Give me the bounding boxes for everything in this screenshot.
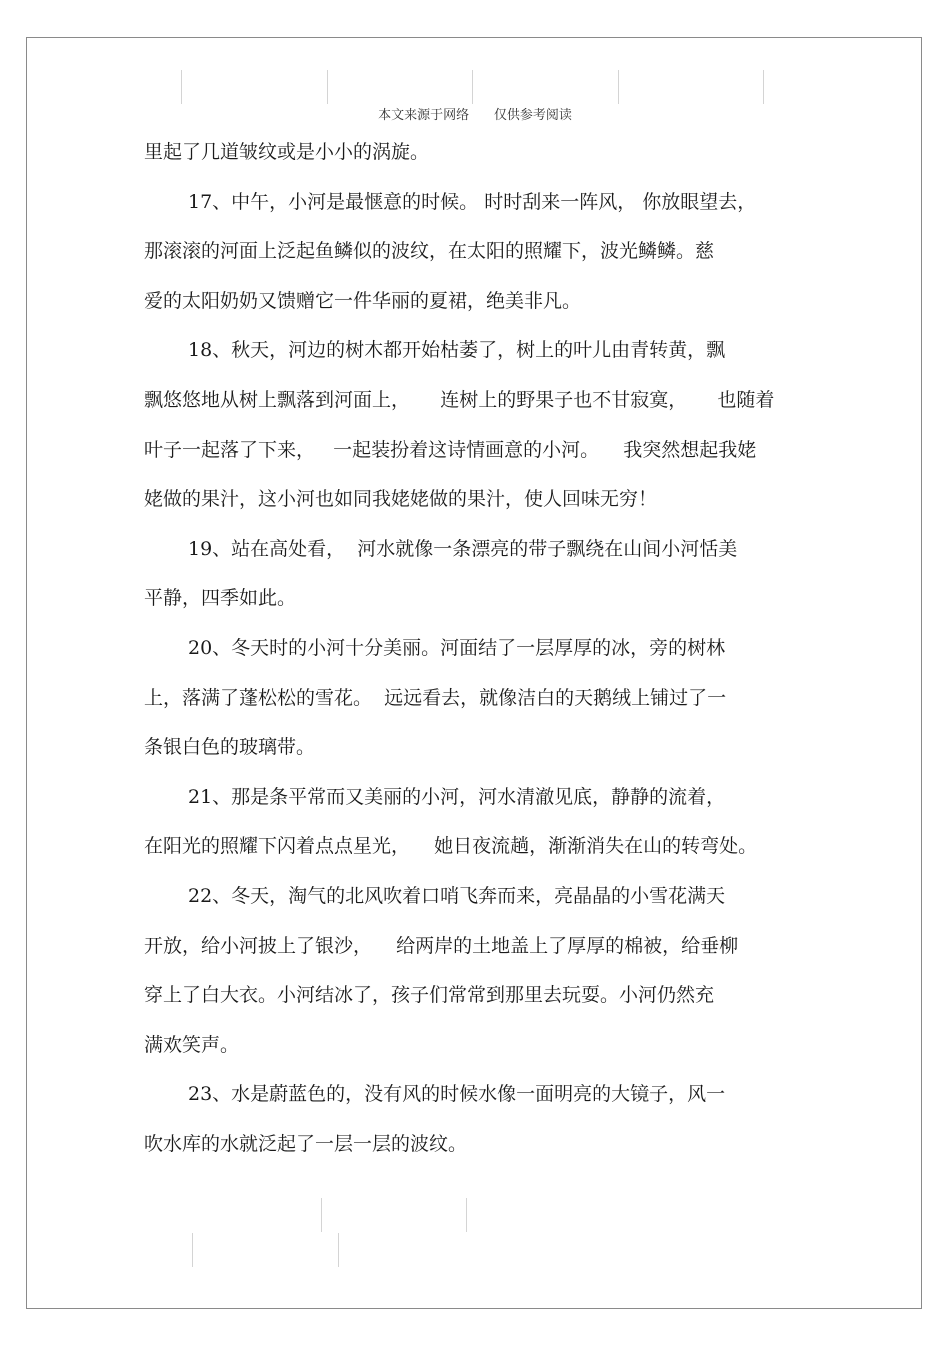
text-line: 叶子一起落了下来， 一起装扮着这诗情画意的小河。 我突然想起我姥 xyxy=(144,438,757,461)
top-tick-mark xyxy=(181,70,182,104)
top-tick-mark xyxy=(472,70,473,104)
bottom-tick-mark xyxy=(321,1198,322,1232)
text-line: 里起了几道皱纹或是小小的涡旋。 xyxy=(144,141,430,163)
paragraph-23-start: 23、水是蔚蓝色的，没有风的时候水像一面明亮的大镜子，风一 xyxy=(188,1083,726,1106)
text-line: 上，落满了蓬松松的雪花。 远远看去，就像洁白的天鹅绒上铺过了一 xyxy=(144,686,727,709)
top-tick-mark xyxy=(763,70,764,104)
paragraph-18-start: 18、秋天，河边的树木都开始枯萎了，树上的叶儿由青转黄，飘 xyxy=(188,339,726,362)
top-tick-mark xyxy=(327,70,328,104)
bottom-tick-mark xyxy=(338,1233,339,1267)
text-line: 那滚滚的河面上泛起鱼鳞似的波纹，在太阳的照耀下，波光鳞鳞。慈 xyxy=(144,240,715,263)
paragraph-20-start: 20、冬天时的小河十分美丽。河面结了一层厚厚的冰，旁的树林 xyxy=(188,636,726,659)
text-line: 满欢笑声。 xyxy=(144,1033,240,1056)
text-line: 平静，四季如此。 xyxy=(144,587,297,610)
bottom-tick-mark xyxy=(192,1233,193,1267)
text-line: 飘悠悠地从树上飘落到河面上， 连树上的野果子也不甘寂寞， 也随着 xyxy=(144,388,775,411)
text-line: 吹水库的水就泛起了一层一层的波纹。 xyxy=(144,1132,468,1155)
paragraph-19-start: 19、站在高处看， 河水就像一条漂亮的带子飘绕在山间小河恬美 xyxy=(188,537,738,560)
text-line: 在阳光的照耀下闪着点点星光， 她日夜流趟，渐渐消失在山的转弯处。 xyxy=(144,835,758,858)
document-body xyxy=(144,128,816,1169)
bottom-tick-mark xyxy=(466,1198,467,1232)
text-line: 姥做的果汁，这小河也如同我姥姥做的果汁，使人回味无穷！ xyxy=(144,488,658,511)
paragraph-21-start: 21、那是条平常而又美丽的小河，河水清澈见底，静静的流着， xyxy=(188,785,726,808)
top-tick-mark xyxy=(618,70,619,104)
text-line: 穿上了白大衣。小河结冰了，孩子们常常到那里去玩耍。小河仍然充 xyxy=(144,984,715,1007)
header-source-note: 本文来源于网络 仅供参考阅读 xyxy=(378,108,572,123)
text-line: 条银白色的玻璃带。 xyxy=(144,736,316,759)
text-line: 开放，给小河披上了银沙， 给两岸的土地盖上了厚厚的棉被，给垂柳 xyxy=(144,934,739,957)
text-line: 爱的太阳奶奶又馈赠它一件华丽的夏裙，绝美非凡。 xyxy=(144,289,582,312)
paragraph-17-start: 17、中午，小河是最惬意的时候。 时时刮来一阵风， 你放眼望去， xyxy=(188,190,757,213)
paragraph-22-start: 22、冬天，淘气的北风吹着口哨飞奔而来，亮晶晶的小雪花满天 xyxy=(188,884,726,907)
